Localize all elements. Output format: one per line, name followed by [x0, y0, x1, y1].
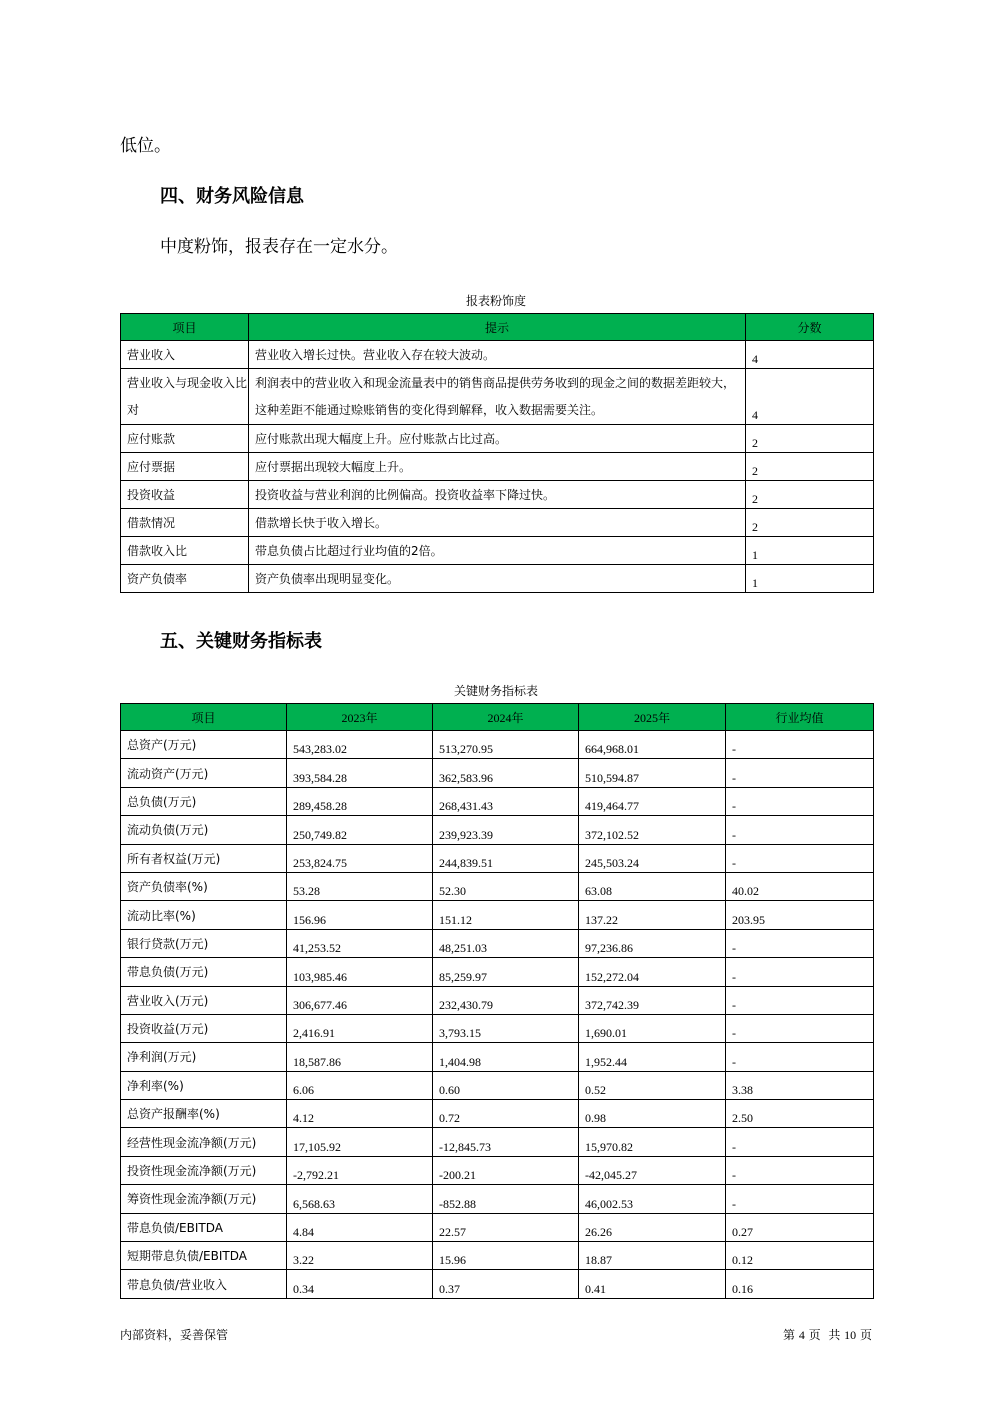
kpi-2024-cell: 0.60 [433, 1071, 579, 1099]
kpi-2023-cell: 3.22 [287, 1242, 433, 1270]
kpi-item-cell: 投资收益(万元) [121, 1014, 287, 1042]
kpi-2023-cell: 543,283.02 [287, 731, 433, 759]
kpi-industry-avg-cell: 0.27 [726, 1213, 874, 1241]
risk-score-cell: 2 [746, 509, 874, 537]
kpi-2023-cell: 253,824.75 [287, 844, 433, 872]
kpi-item-cell: 短期带息负债/EBITDA [121, 1242, 287, 1270]
kpi-2025-cell: 0.41 [579, 1270, 726, 1298]
kpi-item-cell: 总资产(万元) [121, 731, 287, 759]
kpi-table-row [121, 1213, 874, 1241]
kpi-item-cell: 银行贷款(万元) [121, 929, 287, 957]
kpi-2025-cell: 419,464.77 [579, 787, 726, 815]
kpi-2025-cell: 510,594.87 [579, 759, 726, 787]
section4-summary: 中度粉饰，报表存在一定水分。 [160, 237, 398, 257]
kpi-2024-cell: 513,270.95 [433, 731, 579, 759]
risk-table-row [121, 341, 874, 369]
kpi-item-cell: 流动负债(万元) [121, 816, 287, 844]
risk-header-hint: 提示 [249, 314, 746, 341]
kpi-industry-avg-cell: 3.38 [726, 1071, 874, 1099]
kpi-industry-avg-cell: - [726, 1043, 874, 1071]
kpi-header-industry-avg: 行业均值 [726, 704, 874, 731]
kpi-table-row [121, 958, 874, 986]
kpi-table-row [121, 1071, 874, 1099]
risk-table-row [121, 537, 874, 565]
kpi-industry-avg-cell: - [726, 1156, 874, 1184]
section4-heading: 四、财务风险信息 [160, 186, 304, 207]
risk-item-cell: 营业收入与现金收入比对 [121, 369, 249, 425]
kpi-2025-cell: 372,742.39 [579, 986, 726, 1014]
risk-item-cell: 投资收益 [121, 481, 249, 509]
kpi-2024-cell: 0.72 [433, 1100, 579, 1128]
kpi-table-row [121, 844, 874, 872]
risk-item-cell: 借款收入比 [121, 537, 249, 565]
risk-score-cell: 2 [746, 481, 874, 509]
kpi-item-cell: 流动资产(万元) [121, 759, 287, 787]
kpi-2024-cell: -12,845.73 [433, 1128, 579, 1156]
kpi-item-cell: 营业收入(万元) [121, 986, 287, 1014]
kpi-2023-cell: 2,416.91 [287, 1014, 433, 1042]
kpi-2024-cell: 239,923.39 [433, 816, 579, 844]
kpi-header-2025: 2025年 [579, 704, 726, 731]
risk-table-row [121, 369, 874, 425]
kpi-2024-cell: 151.12 [433, 901, 579, 929]
risk-score-cell: 2 [746, 425, 874, 453]
kpi-item-cell: 净利润(万元) [121, 1043, 287, 1071]
kpi-table-row [121, 986, 874, 1014]
kpi-2024-cell: 1,404.98 [433, 1043, 579, 1071]
kpi-industry-avg-cell: - [726, 816, 874, 844]
risk-hint-cell: 投资收益与营业利润的比例偏高。投资收益率下降过快。 [249, 481, 746, 509]
kpi-item-cell: 投资性现金流净额(万元) [121, 1156, 287, 1184]
kpi-2023-cell: 41,253.52 [287, 929, 433, 957]
risk-score-cell: 1 [746, 565, 874, 593]
kpi-2025-cell: 1,690.01 [579, 1014, 726, 1042]
kpi-2025-cell: 46,002.53 [579, 1185, 726, 1213]
kpi-table-row [121, 872, 874, 900]
kpi-2025-cell: -42,045.27 [579, 1156, 726, 1184]
intro-fragment: 低位。 [120, 136, 171, 156]
kpi-table-row [121, 1043, 874, 1071]
kpi-item-cell: 经营性现金流净额(万元) [121, 1128, 287, 1156]
kpi-2023-cell: 4.84 [287, 1213, 433, 1241]
kpi-item-cell: 带息负债/营业收入 [121, 1270, 287, 1298]
kpi-table-row [121, 731, 874, 759]
kpi-2024-cell: 3,793.15 [433, 1014, 579, 1042]
kpi-industry-avg-cell: 2.50 [726, 1100, 874, 1128]
kpi-2023-cell: 156.96 [287, 901, 433, 929]
kpi-item-cell: 净利率(%) [121, 1071, 287, 1099]
risk-table-row [121, 565, 874, 593]
kpi-2024-cell: 232,430.79 [433, 986, 579, 1014]
footer-page-suffix: 页 [859, 1328, 872, 1342]
kpi-table-row [121, 1242, 874, 1270]
kpi-2023-cell: 18,587.86 [287, 1043, 433, 1071]
kpi-2025-cell: 152,272.04 [579, 958, 726, 986]
kpi-2025-cell: 18.87 [579, 1242, 726, 1270]
kpi-2023-cell: 103,985.46 [287, 958, 433, 986]
kpi-2023-cell: 17,105.92 [287, 1128, 433, 1156]
risk-item-cell: 应付账款 [121, 425, 249, 453]
kpi-table-header-row [121, 704, 874, 731]
kpi-2024-cell: 22.57 [433, 1213, 579, 1241]
kpi-industry-avg-cell: - [726, 1128, 874, 1156]
kpi-2025-cell: 63.08 [579, 872, 726, 900]
kpi-item-cell: 所有者权益(万元) [121, 844, 287, 872]
footer-page-prefix: 第 [782, 1328, 795, 1342]
risk-item-cell: 资产负债率 [121, 565, 249, 593]
kpi-table-row [121, 787, 874, 815]
risk-item-cell: 借款情况 [121, 509, 249, 537]
kpi-item-cell: 筹资性现金流净额(万元) [121, 1185, 287, 1213]
risk-hint-cell: 带息负债占比超过行业均值的2倍。 [249, 537, 746, 565]
kpi-table-row [121, 1185, 874, 1213]
risk-header-score: 分数 [746, 314, 874, 341]
risk-score-cell: 1 [746, 537, 874, 565]
kpi-header-2024: 2024年 [433, 704, 579, 731]
risk-table-row [121, 425, 874, 453]
kpi-2024-cell: 244,839.51 [433, 844, 579, 872]
risk-hint-cell: 利润表中的营业收入和现金流量表中的销售商品提供劳务收到的现金之间的数据差距较大，这种差距不能通过赊账销售的变化得到解释，收入数据需要关注。 [249, 369, 746, 425]
kpi-2023-cell: 0.34 [287, 1270, 433, 1298]
kpi-2023-cell: 306,677.46 [287, 986, 433, 1014]
kpi-header-item: 项目 [121, 704, 287, 731]
kpi-table-row [121, 1014, 874, 1042]
risk-hint-cell: 借款增长快于收入增长。 [249, 509, 746, 537]
kpi-2025-cell: 137.22 [579, 901, 726, 929]
kpi-2025-cell: 245,503.24 [579, 844, 726, 872]
kpi-item-cell: 流动比率(%) [121, 901, 287, 929]
kpi-2024-cell: 362,583.96 [433, 759, 579, 787]
kpi-table-row [121, 759, 874, 787]
kpi-industry-avg-cell: - [726, 731, 874, 759]
risk-table [120, 313, 874, 593]
kpi-2023-cell: -2,792.21 [287, 1156, 433, 1184]
kpi-2023-cell: 250,749.82 [287, 816, 433, 844]
kpi-2024-cell: 52.30 [433, 872, 579, 900]
kpi-industry-avg-cell: - [726, 844, 874, 872]
risk-score-cell: 4 [746, 341, 874, 369]
risk-header-item: 项目 [121, 314, 249, 341]
kpi-2023-cell: 6.06 [287, 1071, 433, 1099]
kpi-table-caption: 关键财务指标表 [453, 684, 538, 698]
kpi-table-row [121, 1128, 874, 1156]
kpi-2024-cell: -200.21 [433, 1156, 579, 1184]
footer-page-total: 10 [844, 1328, 857, 1342]
kpi-item-cell: 资产负债率(%) [121, 872, 287, 900]
footer-page-mid: 页 [808, 1328, 821, 1342]
kpi-2024-cell: 85,259.97 [433, 958, 579, 986]
risk-score-cell: 4 [746, 369, 874, 425]
risk-hint-cell: 应付票据出现较大幅度上升。 [249, 453, 746, 481]
risk-item-cell: 应付票据 [121, 453, 249, 481]
kpi-industry-avg-cell: 0.12 [726, 1242, 874, 1270]
kpi-item-cell: 带息负债/EBITDA [121, 1213, 287, 1241]
kpi-industry-avg-cell: - [726, 759, 874, 787]
risk-hint-cell: 营业收入增长过快。营业收入存在较大波动。 [249, 341, 746, 369]
risk-score-cell: 2 [746, 453, 874, 481]
kpi-2023-cell: 53.28 [287, 872, 433, 900]
kpi-2023-cell: 289,458.28 [287, 787, 433, 815]
kpi-industry-avg-cell: - [726, 1185, 874, 1213]
kpi-2023-cell: 4.12 [287, 1100, 433, 1128]
risk-hint-cell: 资产负债率出现明显变化。 [249, 565, 746, 593]
kpi-industry-avg-cell: - [726, 787, 874, 815]
kpi-2023-cell: 6,568.63 [287, 1185, 433, 1213]
risk-table-row [121, 481, 874, 509]
kpi-table-row [121, 929, 874, 957]
risk-table-header-row [121, 314, 874, 341]
kpi-industry-avg-cell: 40.02 [726, 872, 874, 900]
risk-table-caption: 报表粉饰度 [465, 294, 526, 308]
kpi-table-row [121, 1100, 874, 1128]
kpi-2025-cell: 1,952.44 [579, 1043, 726, 1071]
kpi-2024-cell: 48,251.03 [433, 929, 579, 957]
footer-total-prefix: 共 [828, 1328, 841, 1342]
kpi-table-row [121, 1270, 874, 1298]
kpi-table [120, 703, 874, 1299]
kpi-2023-cell: 393,584.28 [287, 759, 433, 787]
kpi-2025-cell: 26.26 [579, 1213, 726, 1241]
kpi-industry-avg-cell: - [726, 958, 874, 986]
footer-confidential: 内部资料，妥善保管 [120, 1328, 229, 1342]
kpi-2025-cell: 0.98 [579, 1100, 726, 1128]
kpi-2025-cell: 15,970.82 [579, 1128, 726, 1156]
kpi-table-row [121, 901, 874, 929]
kpi-item-cell: 总资产报酬率(%) [121, 1100, 287, 1128]
kpi-2025-cell: 97,236.86 [579, 929, 726, 957]
kpi-2025-cell: 664,968.01 [579, 731, 726, 759]
kpi-2025-cell: 372,102.52 [579, 816, 726, 844]
kpi-table-row [121, 1156, 874, 1184]
kpi-industry-avg-cell: 203.95 [726, 901, 874, 929]
risk-table-row [121, 509, 874, 537]
kpi-industry-avg-cell: - [726, 1014, 874, 1042]
footer-page-number [783, 1326, 872, 1343]
kpi-2024-cell: 268,431.43 [433, 787, 579, 815]
kpi-2025-cell: 0.52 [579, 1071, 726, 1099]
risk-item-cell: 营业收入 [121, 341, 249, 369]
risk-table-row [121, 453, 874, 481]
kpi-2024-cell: 0.37 [433, 1270, 579, 1298]
kpi-industry-avg-cell: - [726, 929, 874, 957]
kpi-item-cell: 总负债(万元) [121, 787, 287, 815]
section5-heading: 五、关键财务指标表 [160, 631, 322, 652]
footer-page-current: 4 [798, 1328, 805, 1342]
kpi-industry-avg-cell: 0.16 [726, 1270, 874, 1298]
risk-hint-cell: 应付账款出现大幅度上升。应付账款占比过高。 [249, 425, 746, 453]
kpi-2024-cell: 15.96 [433, 1242, 579, 1270]
kpi-table-row [121, 816, 874, 844]
kpi-2024-cell: -852.88 [433, 1185, 579, 1213]
kpi-industry-avg-cell: - [726, 986, 874, 1014]
kpi-item-cell: 带息负债(万元) [121, 958, 287, 986]
kpi-header-2023: 2023年 [287, 704, 433, 731]
